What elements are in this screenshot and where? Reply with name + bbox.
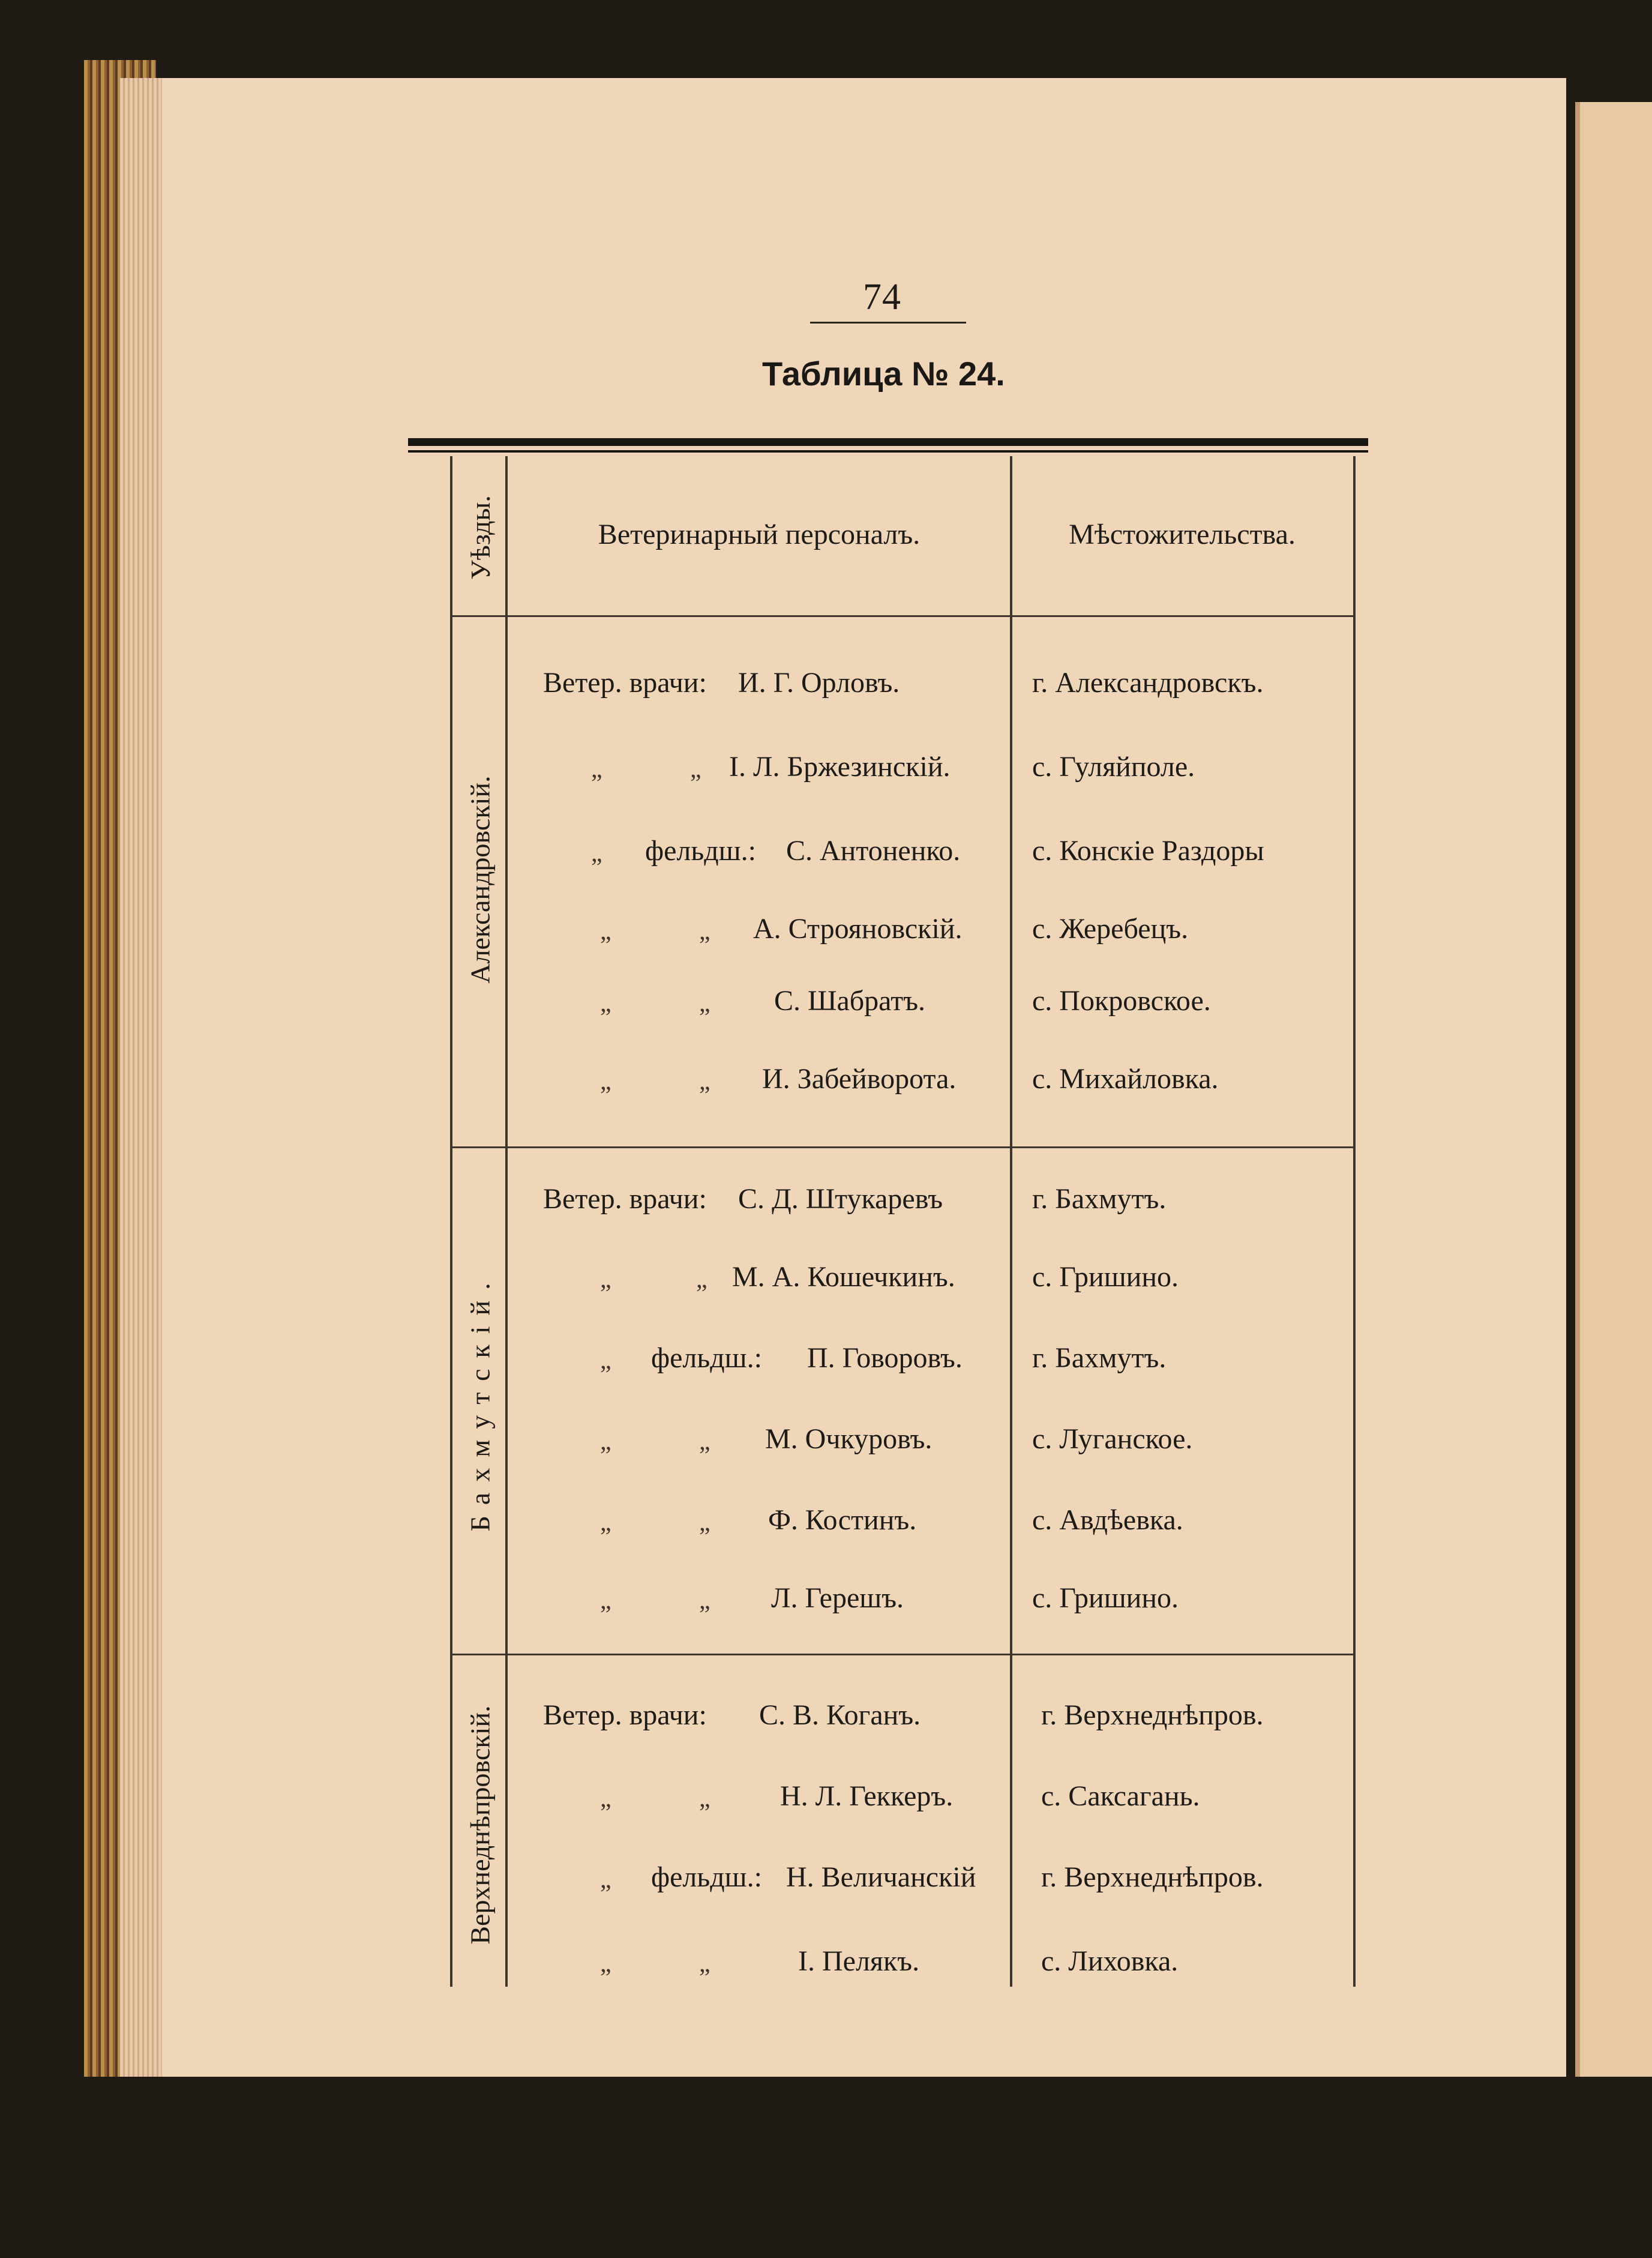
table-row: [0, 1780, 1652, 1828]
residence: с. Гуляйполе.: [1032, 751, 1195, 783]
table-row: [0, 1423, 1652, 1471]
district-divider-2: [450, 1654, 1353, 1655]
residence: г. Бахмутъ.: [1032, 1183, 1167, 1215]
residence: с. Лиховка.: [1041, 1945, 1179, 1977]
table-row: [0, 1861, 1652, 1909]
ditto-mark: „: [600, 1587, 611, 1615]
residence: г. Александровскъ.: [1032, 667, 1264, 699]
ditto-mark: „: [600, 1950, 611, 1978]
table-row: [0, 1062, 1652, 1110]
residence: с. Саксагань.: [1041, 1780, 1200, 1812]
residence: г. Верхнеднѣпров.: [1041, 1699, 1264, 1731]
table-title: Таблица № 24.: [762, 355, 1005, 393]
ditto-mark: „: [600, 1866, 611, 1894]
residence: с. Гришино.: [1032, 1261, 1179, 1293]
personnel-name: А. Строяновскій.: [753, 913, 963, 945]
personnel-title: фельдш.:: [651, 1342, 762, 1374]
header-personnel: Ветеринарный персоналъ.: [598, 518, 921, 550]
table-top-rule-thin: [408, 450, 1368, 453]
ditto-mark: „: [699, 1950, 710, 1978]
ditto-mark: „: [699, 918, 710, 945]
personnel-name: М. Очкуровъ.: [765, 1423, 933, 1455]
personnel-name: П. Говоровъ.: [807, 1342, 963, 1374]
ditto-mark: „: [690, 756, 701, 783]
table-row: [0, 750, 1652, 798]
ditto-mark: „: [699, 1068, 710, 1095]
ditto-mark: „: [600, 1785, 611, 1813]
table-row: [0, 1260, 1652, 1308]
residence: с. Луганское.: [1032, 1423, 1193, 1455]
table-row: [0, 1582, 1652, 1630]
table-row: [0, 1182, 1652, 1230]
personnel-name: М. А. Кошечкинъ.: [732, 1261, 955, 1293]
ditto-mark: „: [600, 1266, 611, 1293]
ditto-mark: „: [600, 1347, 611, 1374]
residence: г. Бахмутъ.: [1032, 1342, 1167, 1374]
residence: с. Гришино.: [1032, 1582, 1179, 1614]
personnel-title: фельдш.:: [645, 835, 756, 867]
district-divider-1: [450, 1146, 1353, 1148]
personnel-name: Н. Величанскій: [786, 1861, 976, 1893]
table-row: [0, 912, 1652, 960]
page-number: 74: [863, 277, 901, 318]
ditto-mark: „: [600, 1068, 611, 1095]
ditto-mark: „: [696, 1266, 707, 1293]
personnel-name: I. Пелякъ.: [798, 1945, 920, 1977]
ditto-mark: „: [699, 1428, 710, 1456]
ditto-mark: „: [699, 990, 710, 1017]
personnel-name: С. Антоненко.: [786, 835, 961, 867]
personnel-name: С. В. Коганъ.: [759, 1699, 921, 1731]
ditto-mark: „: [600, 1509, 611, 1537]
personnel-name: Н. Л. Геккеръ.: [780, 1780, 954, 1812]
ditto-mark: „: [600, 1428, 611, 1456]
personnel-name: И. Г. Орловъ.: [738, 667, 900, 699]
personnel-name: I. Л. Бржезинскій.: [729, 751, 951, 783]
ditto-mark: „: [699, 1785, 710, 1813]
header-residence: Мѣстожительства.: [1069, 518, 1296, 550]
district-name: Александровскій.: [464, 775, 496, 984]
header-district: [462, 474, 498, 600]
ditto-mark: „: [600, 918, 611, 945]
residence: с. Авдѣевка.: [1032, 1504, 1183, 1536]
personnel-name: И. Забейворота.: [762, 1063, 957, 1095]
bottom-shadow: [0, 2077, 1652, 2258]
personnel-name: С. Шабратъ.: [774, 985, 926, 1017]
personnel-name: С. Д. Штукаревъ: [738, 1183, 943, 1215]
ditto-mark: „: [699, 1509, 710, 1537]
personnel-title: Ветер. врачи:: [543, 1699, 707, 1731]
table-row: [0, 1945, 1652, 1993]
header-district-text: Уѣзды.: [464, 495, 496, 580]
district-name: Бахмутскій.: [464, 1271, 496, 1532]
table-row: [0, 1699, 1652, 1747]
residence: с. Покровское.: [1032, 985, 1211, 1017]
table-row: [0, 834, 1652, 882]
residence: с. Михайловка.: [1032, 1063, 1219, 1095]
table-row: [0, 1341, 1652, 1389]
ditto-mark: „: [699, 1587, 710, 1615]
residence: с. Конскіе Раздоры: [1032, 835, 1264, 867]
table-row: [0, 1504, 1652, 1552]
residence: с. Жеребецъ.: [1032, 913, 1189, 945]
table-row: [0, 984, 1652, 1032]
personnel-name: Л. Герешъ.: [771, 1582, 904, 1614]
header-divider: [450, 615, 1353, 617]
ditto-mark: „: [591, 756, 602, 783]
personnel-name: Ф. Костинъ.: [768, 1504, 917, 1536]
residence: г. Верхнеднѣпров.: [1041, 1861, 1264, 1893]
personnel-title: Ветер. врачи:: [543, 667, 707, 699]
ditto-mark: „: [591, 840, 602, 867]
table-row: [0, 666, 1652, 714]
personnel-title: Ветер. врачи:: [543, 1183, 707, 1215]
table-top-rule: [408, 438, 1368, 446]
page-number-rule: [810, 322, 966, 324]
personnel-title: фельдш.:: [651, 1861, 762, 1893]
ditto-mark: „: [600, 990, 611, 1017]
district-name: Верхнеднѣпровскій.: [464, 1705, 496, 1945]
